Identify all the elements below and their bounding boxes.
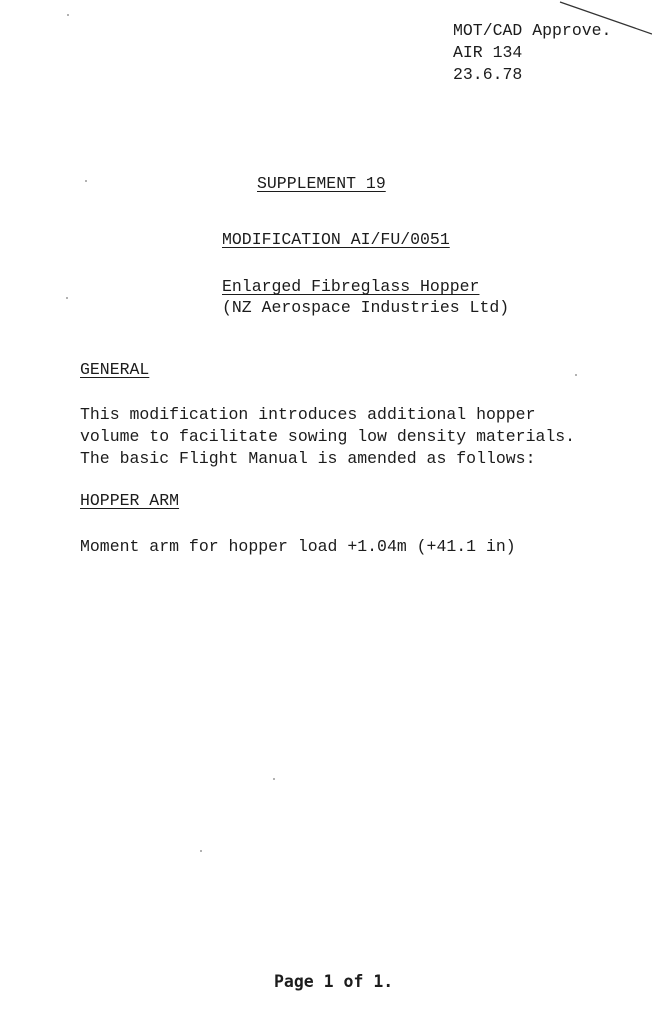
scan-speck [66,297,68,299]
general-line: The basic Flight Manual is amended as follows: [80,449,536,468]
general-heading: GENERAL [80,360,150,379]
scan-speck [273,778,275,780]
general-line: volume to facilitate sowing low density materials. [80,427,576,446]
modification-number: MODIFICATION AI/FU/0051 [222,230,450,249]
modification-subtitle [222,276,509,318]
supplement-title: SUPPLEMENT 19 [257,174,386,193]
approval-stamp [453,20,611,86]
scan-speck [200,850,202,852]
subtitle-manufacturer: (NZ Aerospace Industries Ltd) [222,298,510,317]
scan-speck [575,374,577,376]
subtitle-name: Enlarged Fibreglass Hopper [222,277,480,296]
scan-speck [85,180,87,182]
scan-speck [67,14,69,16]
page-number: Page 1 of 1. [274,972,394,991]
general-paragraph [80,404,575,470]
approval-date: 23.6.78 [453,65,523,84]
hopper-arm-text: Moment arm for hopper load +1.04m (+41.1 in) [80,537,516,556]
approval-reference: AIR 134 [453,43,523,62]
approval-authority: MOT/CAD Approve. [453,21,612,40]
hopper-arm-heading: HOPPER ARM [80,491,180,510]
general-line: This modification introduces additional hopper [80,405,536,424]
